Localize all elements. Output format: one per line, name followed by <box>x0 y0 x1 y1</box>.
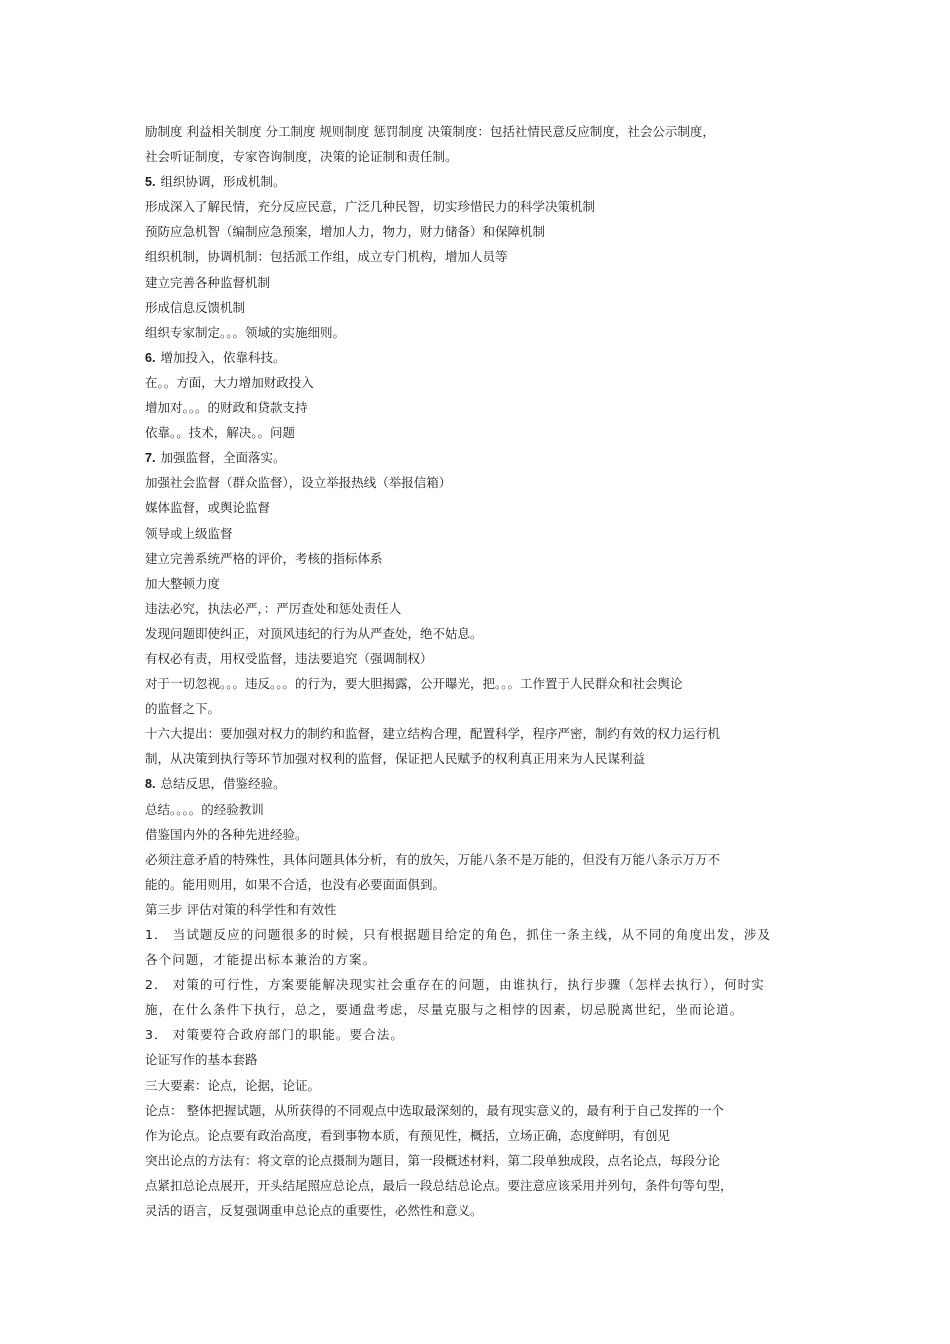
text-line: 加强社会监督（群众监督），设立举报热线（举报信箱） <box>145 475 452 491</box>
section-title: 总结反思，借鉴经验。 <box>160 776 286 792</box>
text-line: 作为论点。论点要有政治高度，看到事物本质，有预见性，概括，立场正确，态度鲜明，有创见 <box>145 1127 671 1143</box>
numbered-paragraph-line: 2． 对策的可行性，方案要能解决现实社会重存在的问题，由谁执行，执行步骤（怎样去执行），何时实 <box>145 977 765 993</box>
text-line: 第三步 评估对策的科学性和有效性 <box>145 901 337 917</box>
text-line: 制，从决策到执行等环节加强对权利的监督，保证把人民赋予的权利真正用来为人民谋利益 <box>145 751 646 767</box>
text-line: 增加对。。。的财政和贷款支持 <box>145 400 308 416</box>
section-title: 组织协调，形成机制。 <box>160 174 286 190</box>
text-line: 十六大提出：要加强对权力的制约和监督，建立结构合理，配置科学，程序严密，制约有效的权力运行机 <box>145 726 721 742</box>
text-line: 预防应急机智（编制应急预案，增加人力，物力，财力储备）和保障机制 <box>145 224 546 240</box>
text-line: 灵活的语言，反复强调重申总论点的重要性，必然性和意义。 <box>145 1203 483 1219</box>
numbered-paragraph-line: 各个问题，才能提出标本兼治的方案。 <box>145 952 377 968</box>
text-line: 领导或上级监督 <box>145 525 233 541</box>
section-number: 8. <box>145 777 156 792</box>
section-heading <box>145 771 875 796</box>
section-title: 加强监督，全面落实。 <box>160 450 286 466</box>
section-title: 增加投入，依靠科技。 <box>160 349 286 365</box>
numbered-paragraph-line: 施，在什么条件下执行，总之，要通盘考虑，尽量克服与之相悖的因素，切忌脱离世纪，坐而论道。 <box>145 1002 744 1018</box>
text-line: 形成深入了解民情，充分反应民意，广泛几种民智，切实珍惜民力的科学决策机制 <box>145 199 596 215</box>
section-heading <box>145 345 875 370</box>
document-body <box>145 119 875 1223</box>
text-line: 三大要素：论点，论据，论证。 <box>145 1077 321 1093</box>
text-line: 社会听证制度，专家咨询制度，决策的论证制和责任制。 <box>145 149 458 165</box>
text-line: 论点： 整体把握试题，从所获得的不同观点中选取最深刻的，最有现实意义的，最有利于自己发挥的一个 <box>145 1102 724 1118</box>
numbered-paragraph-line: 3． 对策要符合政府部门的职能。要合法。 <box>145 1027 404 1043</box>
text-line: 违法必究，执法必严，：严厉查处和惩处责任人 <box>145 600 402 616</box>
text-line: 媒体监督，或舆论监督 <box>145 500 271 516</box>
text-line: 建立完善系统严格的评价，考核的指标体系 <box>145 550 383 566</box>
text-line: 借鉴国内外的各种先进经验。 <box>145 826 308 842</box>
section-heading <box>145 169 875 194</box>
text-line: 论证写作的基本套路 <box>145 1052 258 1068</box>
text-line: 总结。。。。的经验教训 <box>145 801 264 817</box>
text-line: 突出论点的方法有：将文章的论点摄制为题目，第一段概述材料，第二段单独成段，点名论点，每段分论 <box>145 1152 721 1168</box>
text-line: 建立完善各种监督机制 <box>145 274 271 290</box>
text-line: 必须注意矛盾的特殊性，具体问题具体分析，有的放矢，万能八条不是万能的，但没有万能八条示万万不 <box>145 851 721 867</box>
text-line: 的监督之下。 <box>145 701 221 717</box>
text-line: 形成信息反馈机制 <box>145 299 246 315</box>
text-line: 加大整顿力度 <box>145 575 221 591</box>
section-number: 5. <box>145 175 156 190</box>
text-line: 能的。能用则用，如果不合适，也没有必要面面俱到。 <box>145 876 446 892</box>
text-line: 点紧扣总论点展开，开头结尾照应总论点，最后一段总结总论点。要注意应该采用并列句，条件句等句型， <box>145 1177 733 1193</box>
text-line: 组织专家制定。。。领域的实施细则。 <box>145 324 346 340</box>
text-line: 依靠。。技术，解决。。问题 <box>145 425 296 441</box>
section-number: 7. <box>145 451 156 466</box>
section-heading <box>145 445 875 470</box>
text-line: 励制度 利益相关制度 分工制度 规则制度 惩罚制度 决策制度：包括社情民意反应制度，社会公示制度， <box>145 124 715 139</box>
text-line: 对于一切忽视。。。违反。。。的行为，要大胆揭露，公开曝光，把。。。工作置于人民群众和社会舆论 <box>145 676 683 692</box>
text-line: 组织机制，协调机制：包括派工作组，成立专门机构，增加人员等 <box>145 249 508 265</box>
text-line: 有权必有责，用权受监督，违法要追究（强调制权） <box>145 650 433 666</box>
text-line: 在。。方面，大力增加财政投入 <box>145 374 314 390</box>
numbered-paragraph-line: 1． 当试题反应的问题很多的时候，只有根据题目给定的角色，抓住一条主线，从不同的角度出发，涉及 <box>145 927 772 942</box>
section-number: 6. <box>145 350 156 365</box>
text-line: 发现问题即使纠正，对顶风违纪的行为从严查处，绝不姑息。 <box>145 625 483 641</box>
